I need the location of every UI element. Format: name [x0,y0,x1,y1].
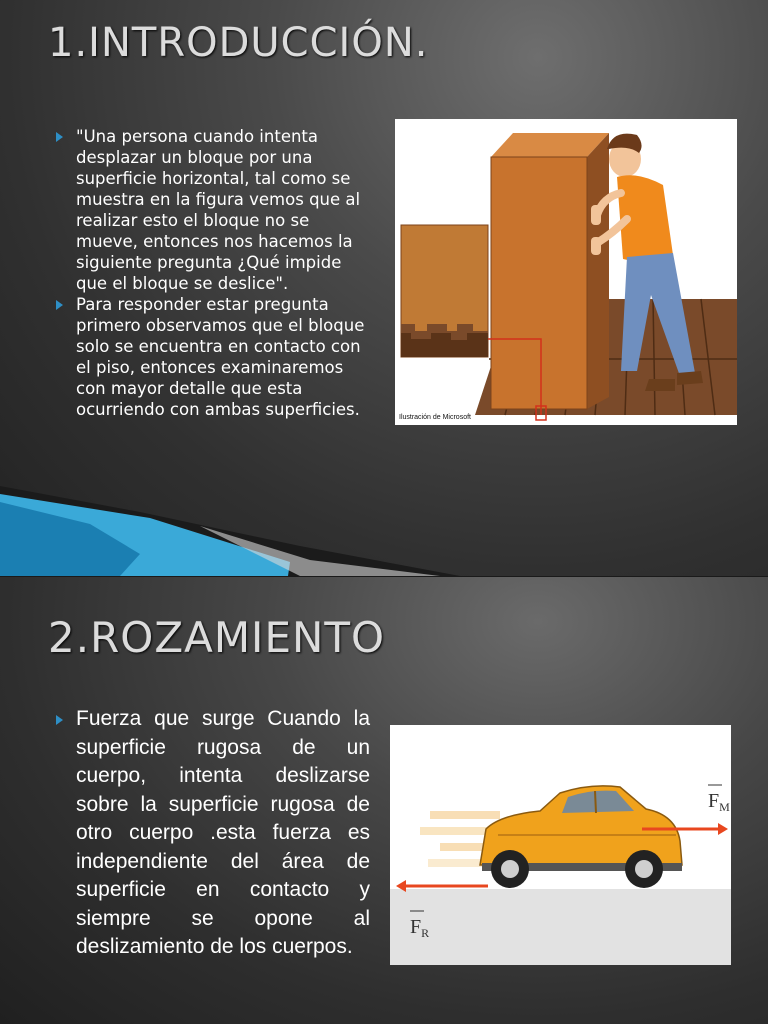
bullet-list [56,126,370,420]
bullet-arrow-icon [56,300,63,310]
force-fm-label: F [708,790,720,812]
bullet-item [56,126,370,294]
bullet-item [56,294,370,420]
bullet-list [56,705,370,962]
bullet-text: Fuerza que surge Cuando la superficie rugosa de un cuerpo, intenta deslizarse sobre la superficie rugosa de otro cuerpo .esta fuerza es independiente del área de superficie en contacto y siempre se opone al deslizamiento de los cuerpos. [76,707,370,958]
force-fr-label: F [410,916,422,938]
bullet-text: "Una persona cuando intenta desplazar un bloque por una superficie horizontal, tal como se muestra en la figura vemos que al realizar esto el bloque no se mueve, entonces nos hacemos la siguiente pregunta ¿Qué impide que el bloque se deslice". [76,127,361,293]
force-fr-subscript: R [421,926,430,940]
force-fm-subscript: M [719,800,730,814]
bullet-arrow-icon [56,132,63,142]
person-pushing-block-illustration [395,119,737,425]
slide-rozamiento [0,577,768,1024]
decorative-swoosh [0,484,768,576]
car-svg [390,725,731,965]
slide-title: 1.INTRODUCCIÓN. [48,20,429,66]
bullet-arrow-icon [56,715,63,725]
bullet-text: Para responder estar pregunta primero observamos que el bloque solo se encuentra en contacto con el piso, entonces examinaremos con mayor detalle que esta ocurriendo con ambas superficies. [76,295,365,419]
svg-text:FM [708,790,730,814]
slide-title: 2.ROZAMIENTO [48,613,386,662]
bullet-item [56,705,370,962]
illustration-svg [395,119,737,425]
car-friction-illustration [390,725,731,965]
image-caption: Ilustración de Microsoft [399,414,471,421]
